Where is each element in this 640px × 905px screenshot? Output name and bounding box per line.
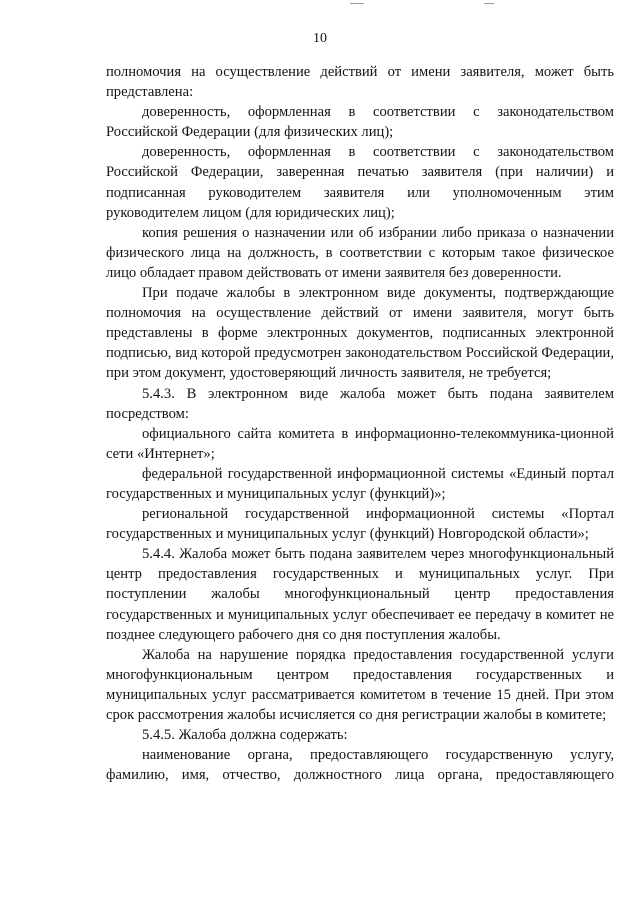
paragraph: Жалоба на нарушение порядка предоставления государственной услуги многофункциональным центром предоставления государственных и муниципальных услуг рассматривается комитетом в течение 15 дней. При этом срок рассмотрения жалобы исчисляется со дня регистрации жалобы в комитете; — [106, 646, 614, 723]
paragraph: региональной государственной информационной системы «Портал государственных и муниципальных услуг (функций) Новгородской области»; — [106, 506, 614, 543]
paragraph: доверенность, оформленная в соответствии с законодательством Российской Федерации, заверенная печатью заявителя (при наличии) и подписанная руководителем заявителя или уполномоченным этим руководителем лицом (для юридических лиц); — [106, 144, 614, 221]
paragraph: При подаче жалобы в электронном виде документы, подтверждающие полномочия на осуществление действий от имени заявителя, могут быть представлены в форме электронных документов, подписанных электронной подписью, вид которой предусмотрен законодательством Российской Федерации, при этом документ, удостоверяющий личность заявителя, не требуется; — [106, 285, 614, 382]
paragraph: копия решения о назначении или об избрании либо приказа о назначении физического лица на должность, в соответствии с которым такое физическое лицо обладает правом действовать от имени заявителя без доверенности. — [106, 224, 614, 281]
scan-artifact — [350, 3, 364, 4]
paragraph: доверенность, оформленная в соответствии с законодательством Российской Федерации (для физических лиц); — [106, 104, 614, 141]
paragraph: федеральной государственной информационной системы «Единый портал государственных и муниципальных услуг (функций)»; — [106, 465, 614, 502]
paragraph: 5.4.4. Жалоба может быть подана заявителем через многофункциональный центр предоставления государственных и муниципальных услуг. При поступлении жалобы многофункциональный центр предоставления государственных и муниципальных услуг обеспечивает ее передачу в комитет не позднее следующего рабочего дня со дня поступления жалобы. — [106, 546, 614, 643]
document-body — [106, 62, 614, 785]
paragraph: наименование органа, предоставляющего государственную услугу, фамилию, имя, отчество, должностного лица органа, предоставляющего — [106, 747, 614, 784]
scan-artifact — [484, 3, 494, 4]
paragraph: 5.4.3. В электронном виде жалоба может быть подана заявителем посредством: — [106, 385, 614, 422]
paragraph: полномочия на осуществление действий от имени заявителя, может быть представлена: — [106, 64, 614, 101]
paragraph: официального сайта комитета в информационно-телекоммуника-ционной сети «Интернет»; — [106, 425, 614, 462]
paragraph: 5.4.5. Жалоба должна содержать: — [142, 727, 348, 744]
page-number: 10 — [313, 31, 327, 46]
